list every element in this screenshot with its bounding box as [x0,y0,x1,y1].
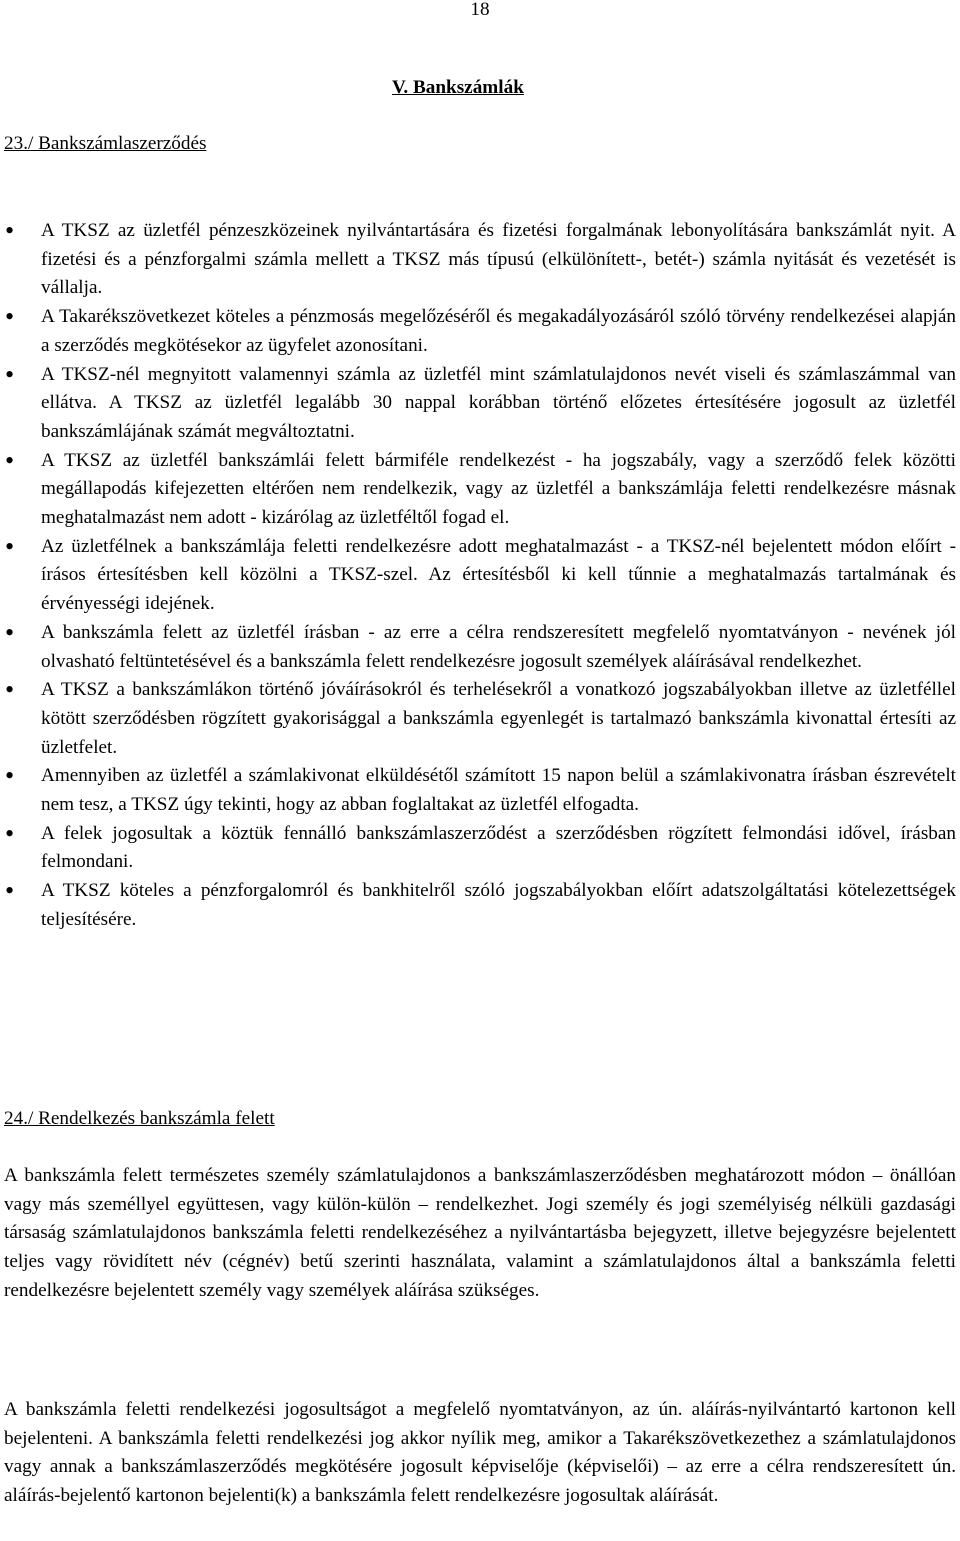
chapter-title: V. Bankszámlák [392,77,524,98]
bullet-item: • Amennyiben az üzletfél a számlakivonat elküldésétől számított 15 napon belül a számlakivonatra írásban észrevételt nem tesz, a TKSZ úgy tekinti, hogy az abban foglaltakat az üzletfél elfogadta. [0,762,960,819]
paragraph: A bankszámla feletti rendelkezési jogosultságot a megfelelő nyomtatványon, az ún. aláírás-nyilvántartó kartonon kell bejelenteni. A bankszámla feletti rendelkezési jog akkor nyílik meg, amikor a Takarékszövetkezethez a számlatulajdonos vagy annak a bankszámlaszerződés megkötésére jogosult képviselője (képviselői) – az erre a célra rendszeresített ún. aláírás-bejelentő kartonon bejelenti(k) a bankszámla felett rendelkezésre jogosultak aláírását. [4,1399,956,1507]
bullet-item: • A TKSZ köteles a pénzforgalomról és bankhitelről szóló jogszabályokban előírt adatszolgáltatási kötelezettségek teljesítésére. [0,877,960,934]
bullet-item: • A TKSZ az üzletfél pénzeszközeinek nyilvántartására és fizetési forgalmának lebonyolítására bankszámlát nyit. A fizetési és a pénzforgalmi számla mellett a TKSZ más típusú (elkülönített-, betét-) számla nyitását és vezetését is vállalja. [0,217,960,303]
section-heading-24: 24./ Rendelkezés bankszámla felett [4,1108,275,1129]
page-number: 18 [470,0,490,20]
bullet-item: • Az üzletfélnek a bankszámlája feletti rendelkezésre adott meghatalmazást - a TKSZ-nél bejelentett módon előírt - írásos értesítésben kell közölni a TKSZ-szel. Az értesítésből ki kell tűnnie a meghatalmazás tartalmának és érvényességi idejének. [0,533,960,619]
bullet-item: • A TKSZ az üzletfél bankszámlái felett bármiféle rendelkezést - ha jogszabály, vagy a szerződő felek közötti megállapodás kifejezetten eltérően nem rendelkezik, vagy az üzletfél a bankszámlája feletti rendelkezésre másnak meghatalmazást nem adott - kizárólag az üzletféltől fogad el. [0,447,960,533]
section-heading-23: 23./ Bankszámlaszerződés [4,133,207,154]
bullet-item: • A TKSZ-nél megnyitott valamennyi számla az üzletfél mint számlatulajdonos nevét viseli és számlaszámmal van ellátva. A TKSZ az üzletfél legalább 30 nappal korábban történő előzetes értesítésére jogosult az üzletfél bankszámlájának számát megváltoztatni. [0,361,960,447]
bullet-list [0,217,960,935]
bullet-item: • A TKSZ a bankszámlákon történő jóváírásokról és terhelésekről a vonatkozó jogszabályokban illetve az üzletféllel kötött szerződésben rögzített gyakorisággal a bankszámla egyenlegét is tartalmazó bankszámla kivonattal értesíti az üzletfelet. [0,676,960,762]
bullet-item: • A bankszámla felett az üzletfél írásban - az erre a célra rendszeresített megfelelő nyomtatványon - nevének jól olvasható feltüntetésével és a bankszámla felett rendelkezésre jogosult személyek aláírásával rendelkezhet. [0,619,960,676]
bullet-item: • A Takarékszövetkezet köteles a pénzmosás megelőzéséről és megakadályozásáról szóló törvény rendelkezései alapján a szerződés megkötésekor az ügyfelet azonosítani. [0,303,960,360]
bullet-item: • A felek jogosultak a köztük fennálló bankszámlaszerződést a szerződésben rögzített felmondási idővel, írásban felmondani. [0,820,960,877]
paragraph: A bankszámla felett természetes személy számlatulajdonos a bankszámlaszerződésben meghatározott módon – önállóan vagy más személlyel együttesen, vagy külön-külön – rendelkezhet. Jogi személy és jogi személyiség nélküli gazdasági társaság számlatulajdonos bankszámla feletti rendelkezéséhez a nyilvántartásba bejegyzett, illetve bejegyzésre bejelentett teljes vagy rövidített név (cégnév) betű szerinti használata, valamint a számlatulajdonos által a bankszámla feletti rendelkezésre bejelentett személy vagy személyek aláírása szükséges. [4,1165,956,1301]
